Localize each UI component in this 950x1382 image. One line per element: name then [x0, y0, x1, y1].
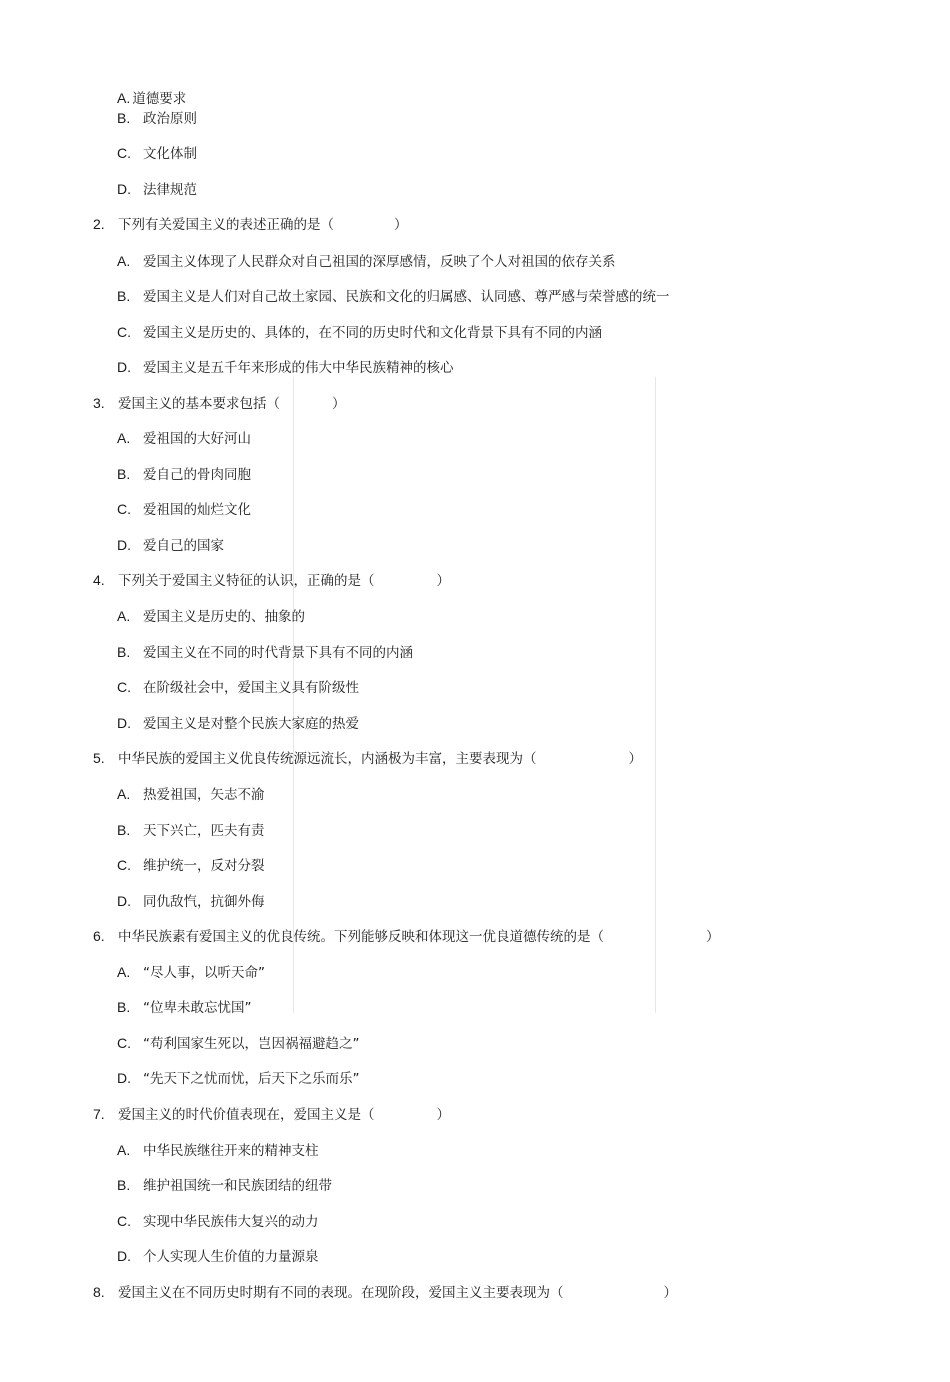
q3-option-a[interactable]	[117, 429, 251, 448]
q5-option-b[interactable]	[117, 821, 265, 840]
option-letter: C.	[117, 501, 131, 517]
option-letter: A.	[117, 608, 131, 624]
q6-option-a[interactable]	[117, 963, 265, 982]
q2-option-c[interactable]	[117, 323, 602, 342]
option-letter: B.	[117, 999, 131, 1015]
option-text: 爱国主义是对整个民族大家庭的热爱	[143, 716, 359, 732]
option-letter: B.	[117, 644, 131, 660]
option-text: 爱国主义是历史的、抽象的	[143, 609, 305, 625]
option-text: 爱国主义体现了人民群众对自己祖国的深厚感情，反映了个人对祖国的依存关系	[143, 254, 616, 270]
option-letter: A.	[117, 1142, 131, 1158]
option-text: 爱自己的骨肉同胞	[143, 467, 251, 483]
option-text: 爱自己的国家	[143, 538, 224, 554]
option-letter: D.	[117, 1248, 131, 1264]
q1-option-a[interactable]	[117, 89, 186, 108]
question-number: 7.	[93, 1106, 105, 1122]
option-text: 爱祖国的大好河山	[143, 431, 251, 447]
question-number: 4.	[93, 572, 105, 588]
option-text: 实现中华民族伟大复兴的动力	[143, 1214, 319, 1230]
question-2	[93, 215, 408, 234]
option-letter: B.	[117, 288, 131, 304]
q7-option-d[interactable]	[117, 1247, 319, 1266]
option-letter: A.	[117, 964, 131, 980]
option-letter: B.	[117, 466, 131, 482]
q1-option-b[interactable]	[117, 109, 197, 128]
option-letter: D.	[117, 715, 131, 731]
q1-option-d[interactable]	[117, 180, 197, 199]
option-text: 法律规范	[143, 182, 197, 198]
question-stem: 下列关于爱国主义特征的认识，正确的是（	[118, 573, 375, 589]
question-3	[93, 394, 346, 413]
option-text: 爱国主义是人们对自己故土家园、民族和文化的归属感、认同感、尊严感与荣誉感的统一	[143, 289, 670, 305]
q7-option-a[interactable]	[117, 1141, 319, 1160]
q2-option-a[interactable]	[117, 252, 616, 271]
question-8	[93, 1283, 677, 1302]
option-text: 爱祖国的灿烂文化	[143, 502, 251, 518]
q3-option-d[interactable]	[117, 536, 224, 555]
option-text: “位卑未敢忘忧国”	[143, 1000, 252, 1016]
option-letter: C.	[117, 145, 131, 161]
question-close: ）	[663, 1285, 677, 1301]
option-letter: D.	[117, 893, 131, 909]
q1-option-c[interactable]	[117, 144, 197, 163]
q2-option-d[interactable]	[117, 358, 454, 377]
option-letter: D.	[117, 1070, 131, 1086]
question-stem: 下列有关爱国主义的表述正确的是（	[118, 217, 334, 233]
question-close: ）	[394, 217, 408, 233]
q6-option-b[interactable]	[117, 998, 252, 1017]
question-4	[93, 571, 450, 590]
question-7	[93, 1105, 450, 1124]
option-text: 道德要求	[132, 91, 187, 107]
option-text: 维护祖国统一和民族团结的纽带	[143, 1178, 332, 1194]
question-stem: 爱国主义的基本要求包括（	[118, 396, 280, 412]
option-text: 热爱祖国，矢志不渝	[143, 787, 265, 803]
option-text: “苟利国家生死以，岂因祸福避趋之”	[143, 1036, 360, 1052]
question-stem: 爱国主义的时代价值表现在，爱国主义是（	[118, 1107, 375, 1123]
q7-option-b[interactable]	[117, 1176, 332, 1195]
question-stem: 中华民族的爱国主义优良传统源远流长，内涵极为丰富，主要表现为（	[118, 751, 537, 767]
option-letter: B.	[117, 110, 131, 126]
option-text: 天下兴亡，匹夫有责	[143, 823, 265, 839]
option-text: 爱国主义在不同的时代背景下具有不同的内涵	[143, 645, 413, 661]
option-text: “尽人事，以听天命”	[143, 965, 265, 981]
q7-option-c[interactable]	[117, 1212, 319, 1231]
question-number: 2.	[93, 216, 105, 232]
option-letter: D.	[117, 181, 131, 197]
option-text: 政治原则	[143, 111, 197, 127]
question-close: ）	[436, 573, 450, 589]
option-text: 在阶级社会中，爱国主义具有阶级性	[143, 680, 359, 696]
option-letter: A.	[117, 430, 131, 446]
question-6	[93, 927, 720, 946]
question-stem: 爱国主义在不同历史时期有不同的表现。在现阶段，爱国主义主要表现为（	[118, 1285, 564, 1301]
option-text: 中华民族继往开来的精神支柱	[143, 1143, 319, 1159]
option-text: “先天下之忧而忧，后天下之乐而乐”	[143, 1071, 360, 1087]
q4-option-c[interactable]	[117, 678, 359, 697]
option-letter: C.	[117, 1213, 131, 1229]
question-close: ）	[332, 396, 346, 412]
question-close: ）	[706, 929, 720, 945]
q4-option-a[interactable]	[117, 607, 305, 626]
option-text: 维护统一，反对分裂	[143, 858, 265, 874]
q5-option-d[interactable]	[117, 892, 265, 911]
question-stem: 中华民族素有爱国主义的优良传统。下列能够反映和体现这一优良道德传统的是（	[118, 929, 604, 945]
option-letter: A.	[117, 786, 131, 802]
q2-option-b[interactable]	[117, 287, 670, 306]
q3-option-c[interactable]	[117, 500, 251, 519]
question-close: ）	[436, 1107, 450, 1123]
option-letter: D.	[117, 537, 131, 553]
q5-option-a[interactable]	[117, 785, 265, 804]
option-letter: D.	[117, 359, 131, 375]
q3-option-b[interactable]	[117, 465, 251, 484]
question-close: ）	[628, 751, 642, 767]
question-number: 5.	[93, 750, 105, 766]
option-letter: A.	[117, 90, 131, 106]
question-number: 6.	[93, 928, 105, 944]
q4-option-d[interactable]	[117, 714, 359, 733]
question-number: 3.	[93, 395, 105, 411]
option-text: 爱国主义是五千年来形成的伟大中华民族精神的核心	[143, 360, 454, 376]
q5-option-c[interactable]	[117, 856, 265, 875]
option-text: 爱国主义是历史的、具体的，在不同的历史时代和文化背景下具有不同的内涵	[143, 325, 602, 341]
q6-option-c[interactable]	[117, 1034, 360, 1053]
option-letter: C.	[117, 679, 131, 695]
option-letter: C.	[117, 324, 131, 340]
option-text: 个人实现人生价值的力量源泉	[143, 1249, 319, 1265]
option-letter: C.	[117, 857, 131, 873]
option-text: 文化体制	[143, 146, 197, 162]
q4-option-b[interactable]	[117, 643, 413, 662]
option-text: 同仇敌忾，抗御外侮	[143, 894, 265, 910]
question-5	[93, 749, 642, 768]
option-letter: B.	[117, 1177, 131, 1193]
option-letter: B.	[117, 822, 131, 838]
option-letter: C.	[117, 1035, 131, 1051]
question-number: 8.	[93, 1284, 105, 1300]
q6-option-d[interactable]	[117, 1069, 360, 1088]
option-letter: A.	[117, 253, 131, 269]
